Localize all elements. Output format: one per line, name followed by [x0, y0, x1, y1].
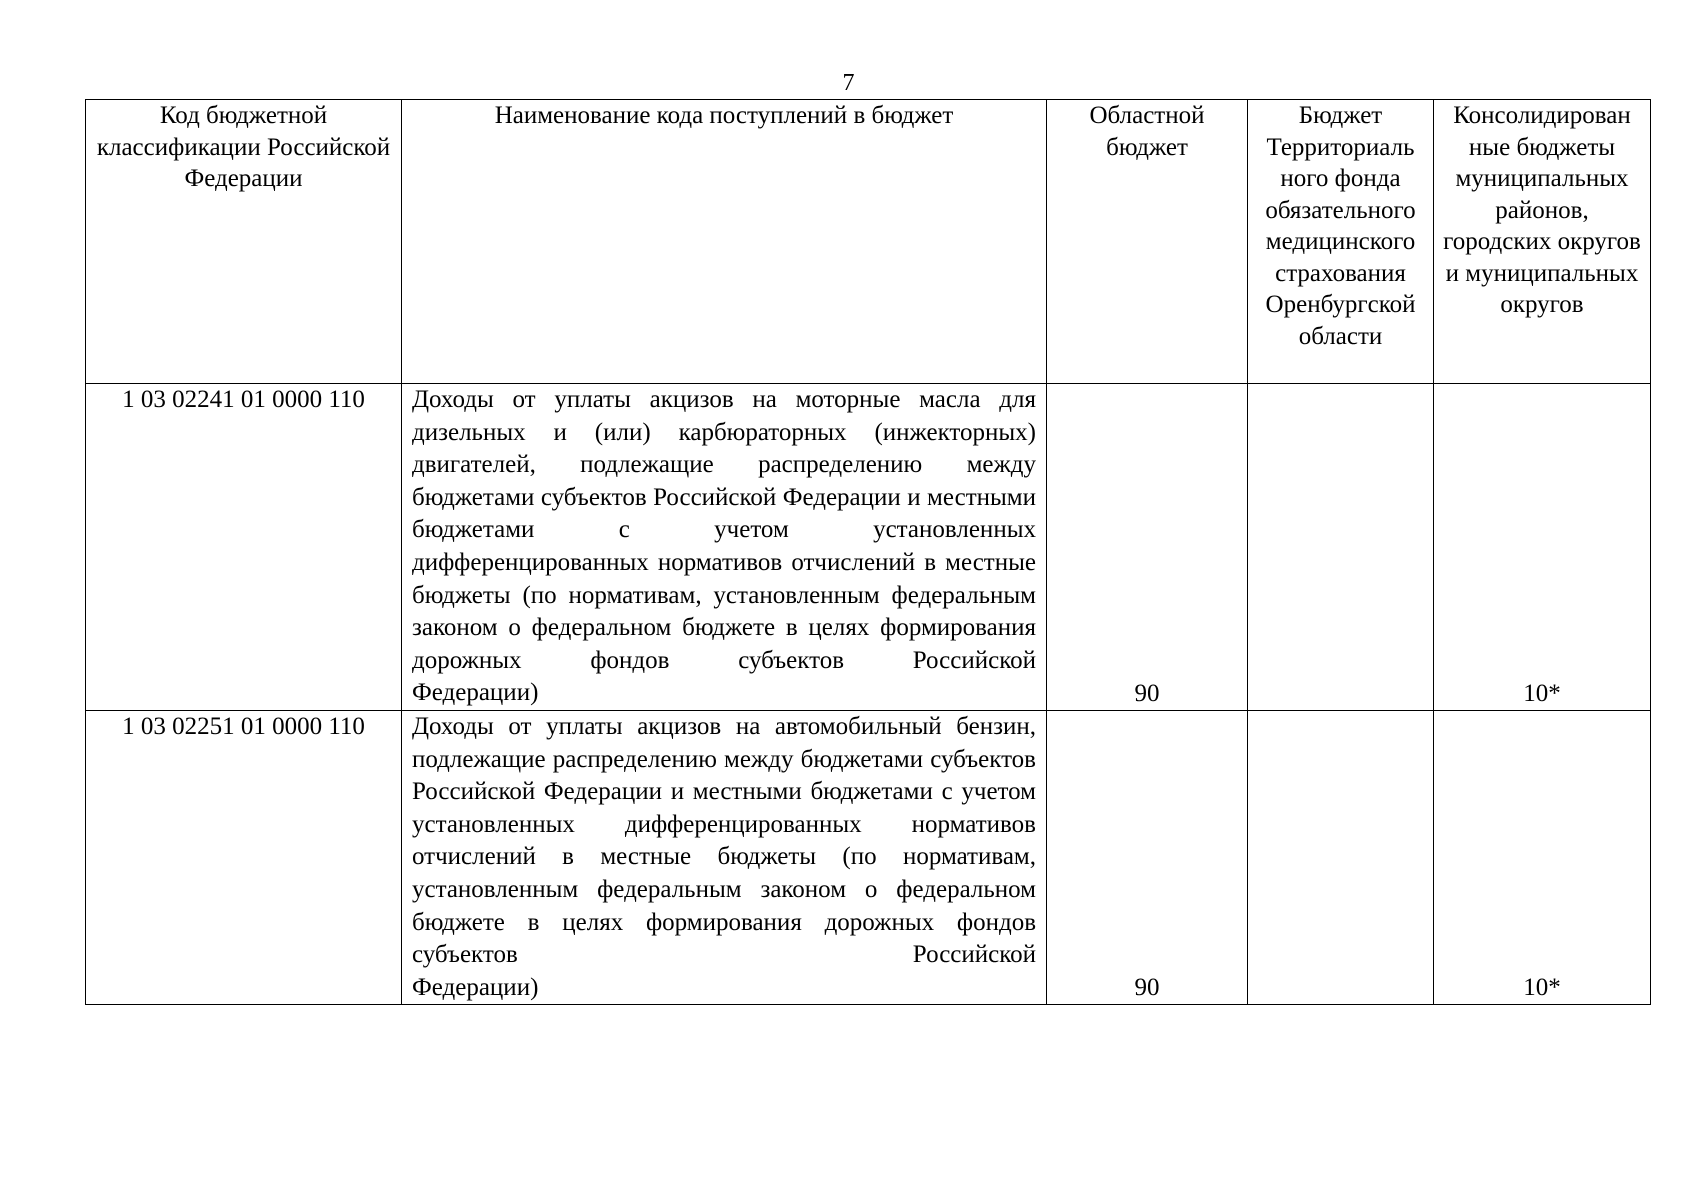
medical-fund-value	[1248, 710, 1434, 1004]
table-row	[86, 384, 1651, 711]
budget-code-cell: 1 03 02251 01 0000 110	[86, 710, 402, 1004]
consolidated-budget-value: 10*	[1434, 710, 1651, 1004]
revenue-name-cell	[402, 710, 1047, 1004]
regional-budget-value: 90	[1047, 384, 1248, 711]
header-budget-code: Код бюджетной классификации Российской Федерации	[86, 100, 402, 384]
header-consolidated-municipal-budgets: Консолидирован ные бюджеты муниципальных районов, городских округов и муниципальных округов	[1434, 100, 1651, 384]
table-row	[86, 710, 1651, 1004]
regional-budget-value: 90	[1047, 710, 1248, 1004]
table-header-row	[86, 100, 1651, 384]
revenue-name-text: Доходы от уплаты акцизов на моторные масла для дизельных и (или) карбюраторных (инжекторных) двигателей, подлежащие распределению между бюджетами субъектов Российской Федерации и местными бюджетами с учетом установленных дифференцированных нормативов отчислений в местные бюджеты (по нормативам, установленным федеральным законом о федеральном бюджете в целях формирования дорожных фондов субъектов Российской	[412, 386, 1036, 674]
consolidated-budget-value: 10*	[1434, 384, 1651, 711]
revenue-name-cell	[402, 384, 1047, 711]
budget-code-cell: 1 03 02241 01 0000 110	[86, 384, 402, 711]
revenue-name-last-line: Федерации)	[412, 679, 539, 707]
header-regional-budget: Областной бюджет	[1047, 100, 1248, 384]
budget-revenue-table	[85, 99, 1651, 1005]
header-revenue-name: Наименование кода поступлений в бюджет	[402, 100, 1047, 384]
header-medical-insurance-fund: Бюджет Территориаль ного фонда обязательного медицинского страхования Оренбургской области	[1248, 100, 1434, 384]
medical-fund-value	[1248, 384, 1434, 711]
page-number: 7	[842, 70, 855, 96]
revenue-name-text: Доходы от уплаты акцизов на автомобильный бензин, подлежащие распределению между бюджетами субъектов Российской Федерации и местными бюджетами с учетом установленных дифференцированных нормативов отчислений в местные бюджеты (по нормативам, установленным федеральным законом о федеральном бюджете в целях формирования дорожных фондов субъектов Российской	[412, 712, 1036, 969]
revenue-name-last-line: Федерации)	[412, 973, 539, 1001]
